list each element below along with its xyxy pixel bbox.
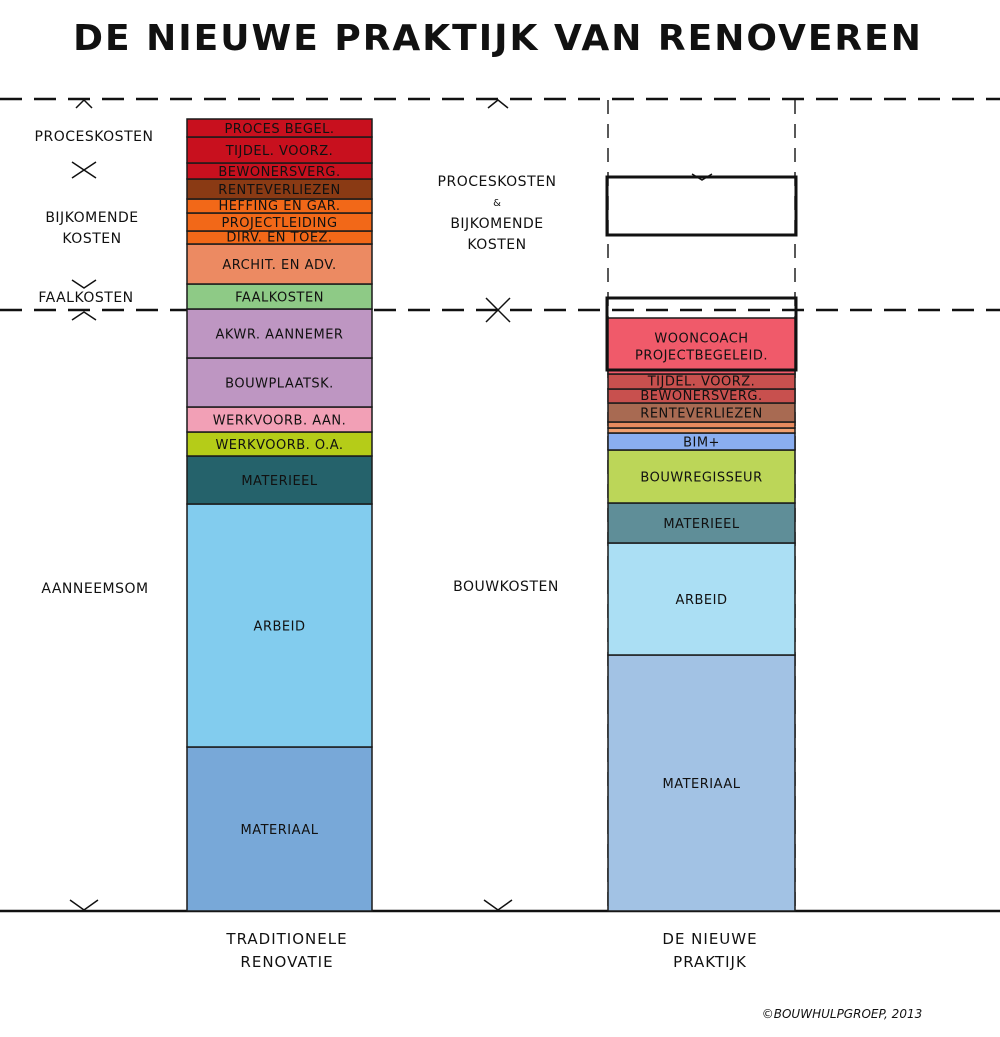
label-proceskosten-new: PROCESKOSTEN bbox=[437, 174, 557, 190]
segment-label: WERKVOORB. AAN. bbox=[212, 413, 347, 429]
label-faalkosten: FAALKOSTEN bbox=[38, 290, 134, 306]
copyright-credit: ©BOUWHULPGROEP, 2013 bbox=[761, 1007, 923, 1021]
bar-new-practice bbox=[608, 318, 795, 911]
segment-label: ARBEID bbox=[675, 592, 728, 608]
label-kosten-new: KOSTEN bbox=[467, 237, 527, 253]
label-aanneemsom: AANNEEMSOM bbox=[41, 581, 149, 597]
new-practice-group-labels bbox=[438, 174, 559, 595]
chart-title: DE NIEUWE PRAKTIJK VAN RENOVEREN bbox=[73, 18, 923, 59]
segment-label: AKWR. AANNEMER bbox=[215, 327, 344, 343]
segment-label: MATERIEEL bbox=[663, 516, 740, 532]
segment-label: BEWONERSVERG. bbox=[218, 164, 341, 180]
label-kosten: KOSTEN bbox=[62, 231, 122, 247]
segment-label: BIM+ bbox=[683, 435, 720, 451]
segment-label: MATERIEEL bbox=[241, 473, 318, 489]
bar-segment bbox=[608, 422, 795, 428]
segment-label: PROJECTLEIDING bbox=[221, 215, 338, 231]
bar-traditional bbox=[187, 119, 372, 911]
segment-label: ARBEID bbox=[253, 619, 306, 635]
segment-label: MATERIAAL bbox=[662, 776, 741, 792]
segment-label: BEWONERSVERG. bbox=[640, 389, 763, 405]
segment-label: PROJECTBEGELEID. bbox=[634, 348, 769, 364]
label-bouwkosten: BOUWKOSTEN bbox=[453, 579, 559, 595]
segment-label: MATERIAAL bbox=[240, 822, 319, 838]
traditional-group-labels bbox=[35, 129, 154, 597]
segment-label: RENTEVERLIEZEN bbox=[218, 182, 341, 198]
segment-label: BOUWREGISSEUR bbox=[640, 470, 763, 486]
segment-label: WERKVOORB. O.A. bbox=[215, 437, 344, 453]
highlight-box bbox=[607, 177, 796, 235]
caption-new-line1: DE NIEUWE bbox=[662, 930, 758, 948]
segment-label: BOUWPLAATSK. bbox=[225, 376, 334, 392]
segment-label: RENTEVERLIEZEN bbox=[640, 406, 763, 422]
segment-label: FAALKOSTEN bbox=[235, 290, 324, 306]
segment-label: HEFFING EN GAR. bbox=[218, 199, 341, 215]
label-bijkomende: BIJKOMENDE bbox=[45, 210, 139, 226]
caption-new-line2: PRAKTIJK bbox=[673, 953, 747, 971]
caption-traditional-line1: TRADITIONELE bbox=[226, 930, 348, 948]
segment-label: TIJDEL. VOORZ. bbox=[225, 143, 334, 159]
segment-label: TIJDEL. VOORZ. bbox=[647, 374, 756, 390]
label-bijkomende-new: BIJKOMENDE bbox=[450, 216, 544, 232]
segment-label: ARCHIT. EN ADV. bbox=[222, 257, 337, 273]
label-ampersand: & bbox=[493, 198, 501, 209]
caption-traditional-line2: RENOVATIE bbox=[240, 953, 334, 971]
segment-label: DIRV. EN TOEZ. bbox=[226, 230, 333, 246]
segment-label: WOONCOACH bbox=[654, 331, 749, 347]
segment-label: PROCES BEGEL. bbox=[224, 121, 335, 137]
label-proceskosten: PROCESKOSTEN bbox=[34, 129, 154, 145]
